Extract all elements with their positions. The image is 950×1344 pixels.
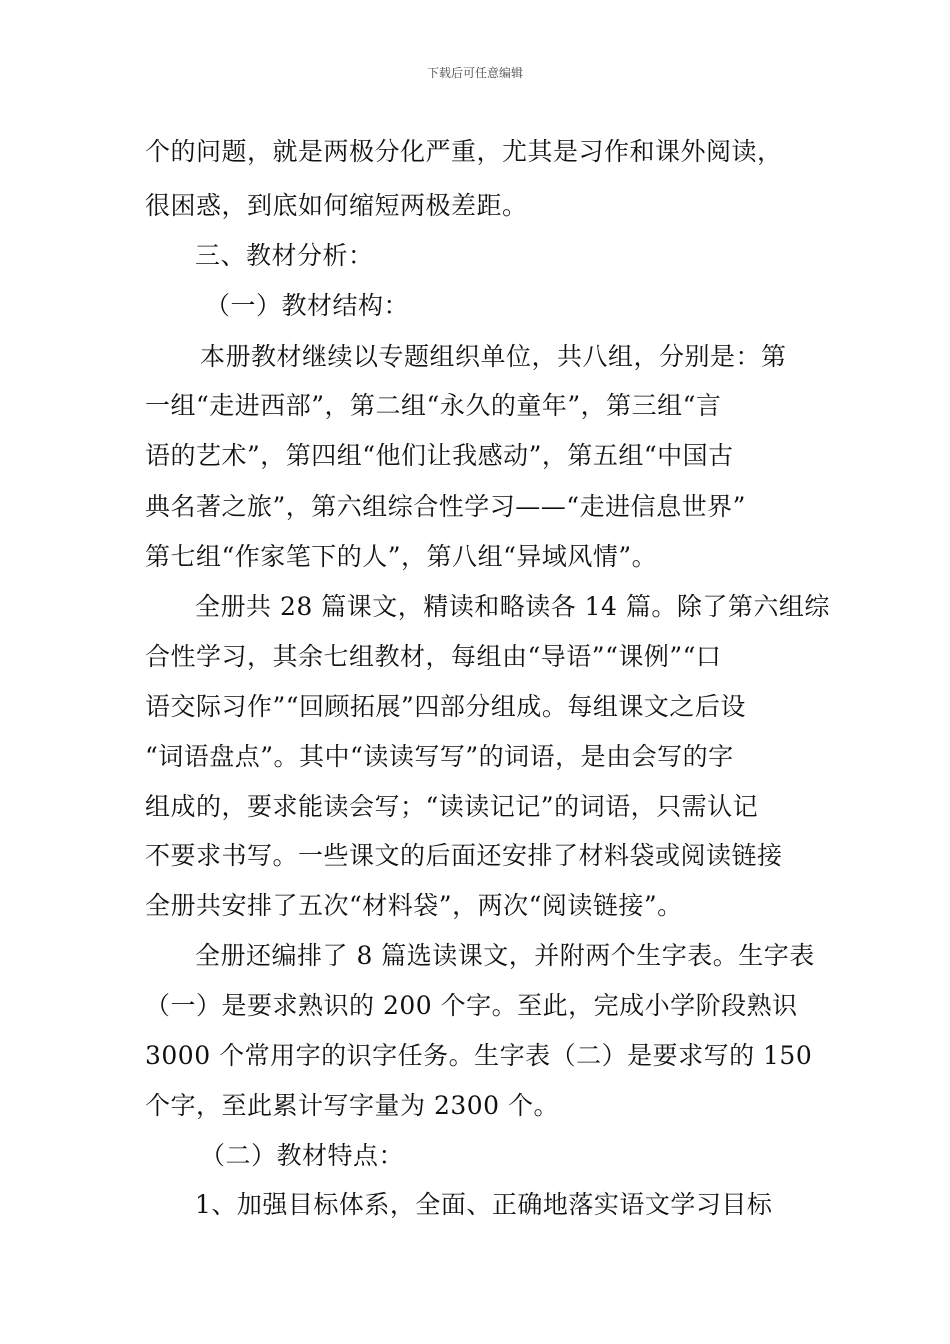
section-heading: 三、教材分析： xyxy=(195,241,374,270)
text-line: 语交际习作”“回顾拓展”四部分组成。每组课文之后设 xyxy=(145,692,746,721)
text-line: 语的艺术”，第四组“他们让我感动”，第五组“中国古 xyxy=(145,441,734,470)
subsection-heading: （二）教材特点： xyxy=(200,1141,405,1170)
text-line: 很困惑，到底如何缩短两极差距。 xyxy=(145,191,528,220)
text-line: 全册共安排了五次“材料袋”，两次“阅读链接”。 xyxy=(145,891,683,920)
text-line: 1、加强目标体系，全面、正确地落实语文学习目标 xyxy=(195,1190,773,1219)
text-line: 个的问题，就是两极分化严重，尤其是习作和课外阅读， xyxy=(145,137,783,166)
text-line: 不要求书写。一些课文的后面还安排了材料袋或阅读链接 xyxy=(145,841,783,870)
text-line: 第七组“作家笔下的人”，第八组“异域风情”。 xyxy=(145,542,658,571)
text-line: 全册还编排了 8 篇选读课文，并附两个生字表。生字表 xyxy=(195,941,815,970)
text-line: 一组“走进西部”，第二组“永久的童年”，第三组“言 xyxy=(145,391,722,420)
text-line: 合性学习，其余七组教材，每组由“导语”“课例”“口 xyxy=(145,642,722,671)
text-line: 典名著之旅”，第六组综合性学习——“走进信息世界” xyxy=(145,492,746,521)
subsection-heading: （一）教材结构： xyxy=(205,291,410,320)
text-line: 全册共 28 篇课文，精读和略读各 14 篇。除了第六组综 xyxy=(195,592,830,621)
text-line: 组成的，要求能读会写；“读读记记”的词语，只需认记 xyxy=(145,792,759,821)
text-line: （一）是要求熟识的 200 个字。至此，完成小学阶段熟识 xyxy=(145,991,798,1020)
page-header: 下载后可任意编辑 xyxy=(426,66,523,80)
text-line: 3000 个常用字的识字任务。生字表（二）是要求写的 150 xyxy=(145,1041,813,1070)
text-line: 个字，至此累计写字量为 2300 个。 xyxy=(145,1091,560,1120)
text-line: 本册教材继续以专题组织单位，共八组，分别是：第 xyxy=(200,342,787,371)
text-line: “词语盘点”。其中“读读写写”的词语，是由会写的字 xyxy=(145,742,734,771)
